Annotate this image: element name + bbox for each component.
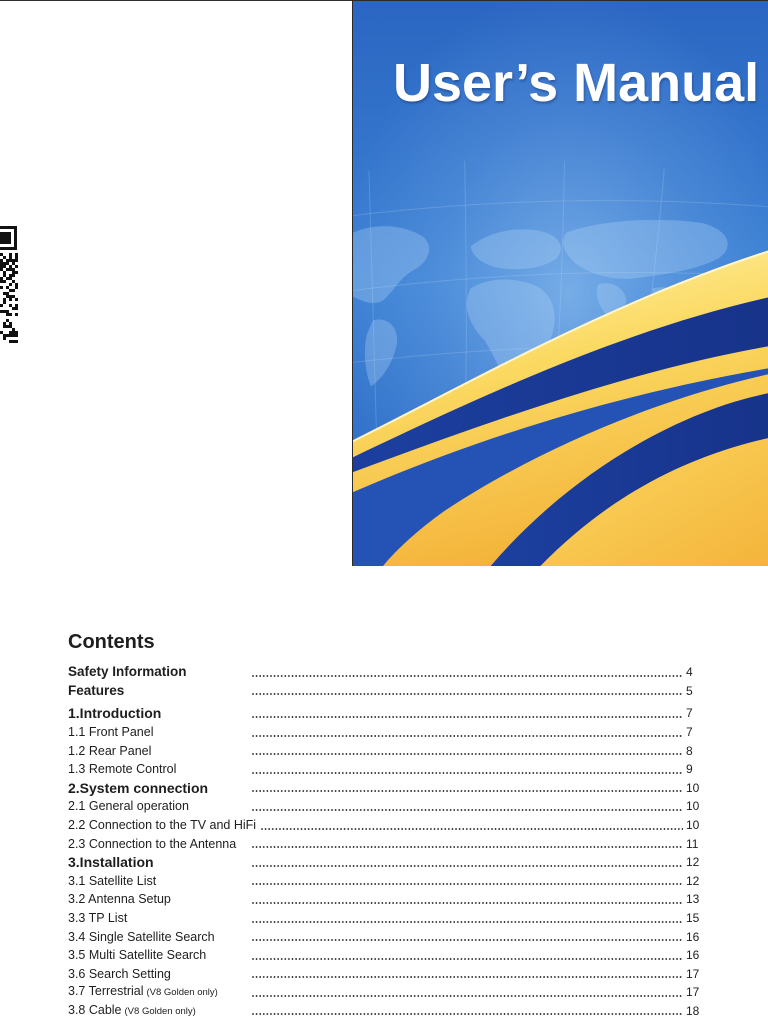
toc-section-entry: [68, 890, 700, 909]
qr-module: [6, 334, 9, 337]
toc-page-number: 11: [686, 836, 699, 851]
contents-heading: Contents: [68, 631, 155, 653]
qr-module: [15, 283, 18, 286]
cover-image: [352, 0, 768, 566]
qr-module: [9, 283, 12, 286]
qr-module: [9, 340, 12, 343]
toc-dot-leader: [261, 828, 683, 830]
toc-entry-title: [68, 854, 247, 870]
toc-page-number: 5: [686, 683, 693, 698]
toc-entry-note: (V8 Golden only): [146, 987, 218, 999]
toc-page-number: 7: [686, 725, 693, 740]
toc-dot-leader: [252, 716, 683, 718]
toc-page-number: 8: [686, 743, 693, 758]
toc-dot-leader: [252, 772, 683, 774]
qr-module: [9, 253, 12, 256]
toc-page-number: 13: [686, 892, 700, 907]
qr-module: [0, 253, 3, 256]
toc-dot-leader: [252, 809, 683, 811]
toc-page-number: 15: [686, 911, 700, 926]
qr-module: [3, 325, 6, 328]
toc-dot-leader: [252, 902, 683, 904]
qr-module: [15, 286, 18, 289]
toc-section-entry: [68, 723, 700, 742]
qr-module: [15, 253, 18, 256]
qr-modules: [0, 253, 18, 343]
toc-page-number: 10: [686, 780, 700, 795]
qr-module: [15, 304, 18, 307]
toc-section-entry: [68, 965, 700, 984]
toc-entry-label: 3.7 Terrestrial: [68, 984, 144, 999]
qr-module: [0, 262, 3, 265]
qr-module: [15, 334, 18, 337]
toc-section-entry: [68, 946, 700, 965]
toc-entry-label: 1.Introduction: [68, 705, 162, 722]
toc-dot-leader: [252, 790, 683, 792]
qr-module: [0, 277, 3, 280]
qr-module: [9, 295, 12, 298]
toc-entry-label: 2.2 Connection to the TV and HiFi: [68, 818, 257, 833]
toc-page-number: 7: [686, 706, 693, 721]
toc-page-number: 17: [686, 966, 700, 981]
toc-entry-title: [68, 683, 247, 699]
qr-module: [9, 313, 12, 316]
qr-module: [15, 313, 18, 316]
toc-entry-label: 2.3 Connection to the Antenna: [68, 836, 237, 851]
qr-module: [6, 319, 9, 322]
qr-module: [9, 277, 12, 280]
toc-dot-leader: [252, 958, 683, 960]
qr-module: [0, 259, 3, 262]
toc-entry-title: [68, 891, 247, 907]
qr-module: [12, 334, 15, 337]
toc-list: [68, 663, 700, 1020]
qr-module: [0, 280, 3, 283]
toc-entry-title: [68, 873, 247, 889]
qr-module: [3, 322, 6, 325]
qr-module: [12, 331, 15, 334]
toc-page-number: 12: [686, 855, 700, 870]
qr-module: [9, 325, 12, 328]
qr-module: [9, 298, 12, 301]
toc-entry-title: [68, 780, 247, 796]
toc-entry-title: [68, 1002, 247, 1020]
toc-page-number: 12: [686, 873, 700, 888]
toc-entry-label: 1.1 Front Panel: [68, 725, 154, 740]
qr-module: [6, 286, 9, 289]
toc-entry-title: [68, 983, 247, 1001]
toc-section-entry: [68, 909, 700, 928]
qr-module: [3, 280, 6, 283]
toc-entry-label: 2.1 General operation: [68, 799, 189, 814]
qr-module: [15, 307, 18, 310]
toc-page-number: 16: [686, 948, 700, 963]
qr-finder-pattern: [0, 226, 17, 250]
qr-module: [6, 313, 9, 316]
toc-page-number: 10: [686, 799, 700, 814]
toc-entry-title: [68, 947, 247, 963]
toc-section-entry: [68, 983, 700, 1002]
toc-dot-leader: [252, 675, 683, 677]
qr-module: [12, 295, 15, 298]
toc-entry-label: 3.Installation: [68, 854, 154, 871]
toc-page-number: 16: [686, 929, 700, 944]
toc-dot-leader: [252, 1013, 683, 1015]
toc-section-entry: [68, 760, 700, 779]
qr-module: [0, 286, 3, 289]
toc-entry-title: [68, 966, 247, 982]
qr-module: [12, 262, 15, 265]
toc-entry-label: Features: [68, 682, 125, 698]
toc-section-entry: [68, 872, 700, 891]
qr-module: [15, 298, 18, 301]
toc-entry-title: [68, 705, 247, 721]
toc-front-entry: [68, 663, 700, 682]
qr-module: [12, 340, 15, 343]
toc-entry-title: [68, 798, 247, 814]
toc-entry-title: [68, 836, 247, 852]
toc-page-number: 10: [686, 818, 700, 833]
toc-entry-title: [68, 743, 247, 759]
qr-module: [12, 307, 15, 310]
toc-entry-title: [68, 761, 247, 777]
qr-module: [12, 268, 15, 271]
qr-module: [0, 304, 3, 307]
qr-module: [6, 295, 9, 298]
toc-chapter-entry: [68, 704, 700, 723]
toc-entry-label: 3.8 Cable: [68, 1002, 122, 1017]
qr-module: [15, 256, 18, 259]
toc-entry-title: [68, 929, 247, 945]
qr-module: [6, 310, 9, 313]
qr-module: [3, 256, 6, 259]
toc-section-entry: [68, 1002, 700, 1021]
qr-module: [9, 289, 12, 292]
qr-module: [9, 304, 12, 307]
qr-module: [12, 259, 15, 262]
toc-dot-leader: [252, 976, 683, 978]
qr-module: [6, 292, 9, 295]
qr-module: [3, 271, 6, 274]
toc-entry-label: 1.3 Remote Control: [68, 762, 177, 777]
qr-module: [3, 265, 6, 268]
cover-title: User’s Manual: [393, 53, 760, 113]
toc-section-entry: [68, 927, 700, 946]
qr-module: [9, 265, 12, 268]
qr-module: [3, 298, 6, 301]
toc-front-entry: [68, 682, 700, 701]
toc-page-number: 17: [686, 985, 700, 1000]
qr-module: [6, 268, 9, 271]
qr-module: [3, 274, 6, 277]
qr-module: [15, 265, 18, 268]
qr-module: [0, 265, 3, 268]
toc-entry-title: [68, 724, 247, 740]
qr-module: [15, 340, 18, 343]
toc-page-number: 9: [686, 762, 693, 777]
qr-module: [9, 274, 12, 277]
qr-module: [15, 259, 18, 262]
toc-entry-label: 3.5 Multi Satellite Search: [68, 948, 207, 963]
qr-module: [12, 328, 15, 331]
qr-module: [3, 310, 6, 313]
qr-module: [9, 331, 12, 334]
qr-module: [12, 289, 15, 292]
toc-dot-leader: [252, 753, 683, 755]
qr-module: [9, 259, 12, 262]
toc-entry-label: 3.1 Satellite List: [68, 873, 157, 888]
qr-module: [9, 334, 12, 337]
page-top-rule: [0, 0, 352, 1]
toc-entry-label: 3.3 TP List: [68, 911, 128, 926]
toc-dot-leader: [252, 921, 683, 923]
qr-module: [0, 310, 3, 313]
toc-entry-label: 1.2 Rear Panel: [68, 743, 152, 758]
toc-section-entry: [68, 834, 700, 853]
qr-module: [3, 337, 6, 340]
qr-module: [9, 268, 12, 271]
toc-section-entry: [68, 797, 700, 816]
toc-entry-label: 2.System connection: [68, 779, 209, 796]
toc-dot-leader: [252, 735, 683, 737]
qr-module: [6, 277, 9, 280]
qr-module: [12, 274, 15, 277]
qr-module: [6, 262, 9, 265]
toc-dot-leader: [252, 883, 683, 885]
toc-entry-label: 3.4 Single Satellite Search: [68, 929, 215, 944]
qr-code: [0, 225, 18, 343]
toc-entry-title: [68, 817, 256, 833]
toc-dot-leader: [252, 865, 683, 867]
toc-section-entry: [68, 741, 700, 760]
qr-module: [3, 301, 6, 304]
toc-entry-label: Safety Information: [68, 664, 187, 680]
toc-entry-note: (V8 Golden only): [124, 1005, 196, 1017]
toc-entry-label: 3.6 Search Setting: [68, 966, 171, 981]
toc-entry-label: 3.2 Antenna Setup: [68, 892, 171, 907]
qr-module: [12, 271, 15, 274]
toc-dot-leader: [252, 846, 683, 848]
toc-entry-title: [68, 910, 247, 926]
qr-module: [12, 280, 15, 283]
qr-module: [6, 325, 9, 328]
toc-dot-leader: [252, 693, 683, 695]
qr-module: [0, 268, 3, 271]
qr-module: [3, 292, 6, 295]
qr-module: [9, 256, 12, 259]
toc-dot-leader: [252, 995, 683, 997]
toc-chapter-entry: [68, 779, 700, 798]
toc-dot-leader: [252, 939, 683, 941]
toc-page-number: 18: [686, 1003, 700, 1018]
toc-entry-title: [68, 664, 247, 680]
toc-section-entry: [68, 816, 700, 835]
qr-module: [3, 262, 6, 265]
qr-module: [3, 334, 6, 337]
qr-module: [6, 259, 9, 262]
qr-module: [15, 331, 18, 334]
qr-module: [9, 322, 12, 325]
toc-chapter-entry: [68, 853, 700, 872]
toc-page-number: 4: [686, 665, 693, 680]
qr-module: [0, 331, 3, 334]
qr-module: [15, 271, 18, 274]
